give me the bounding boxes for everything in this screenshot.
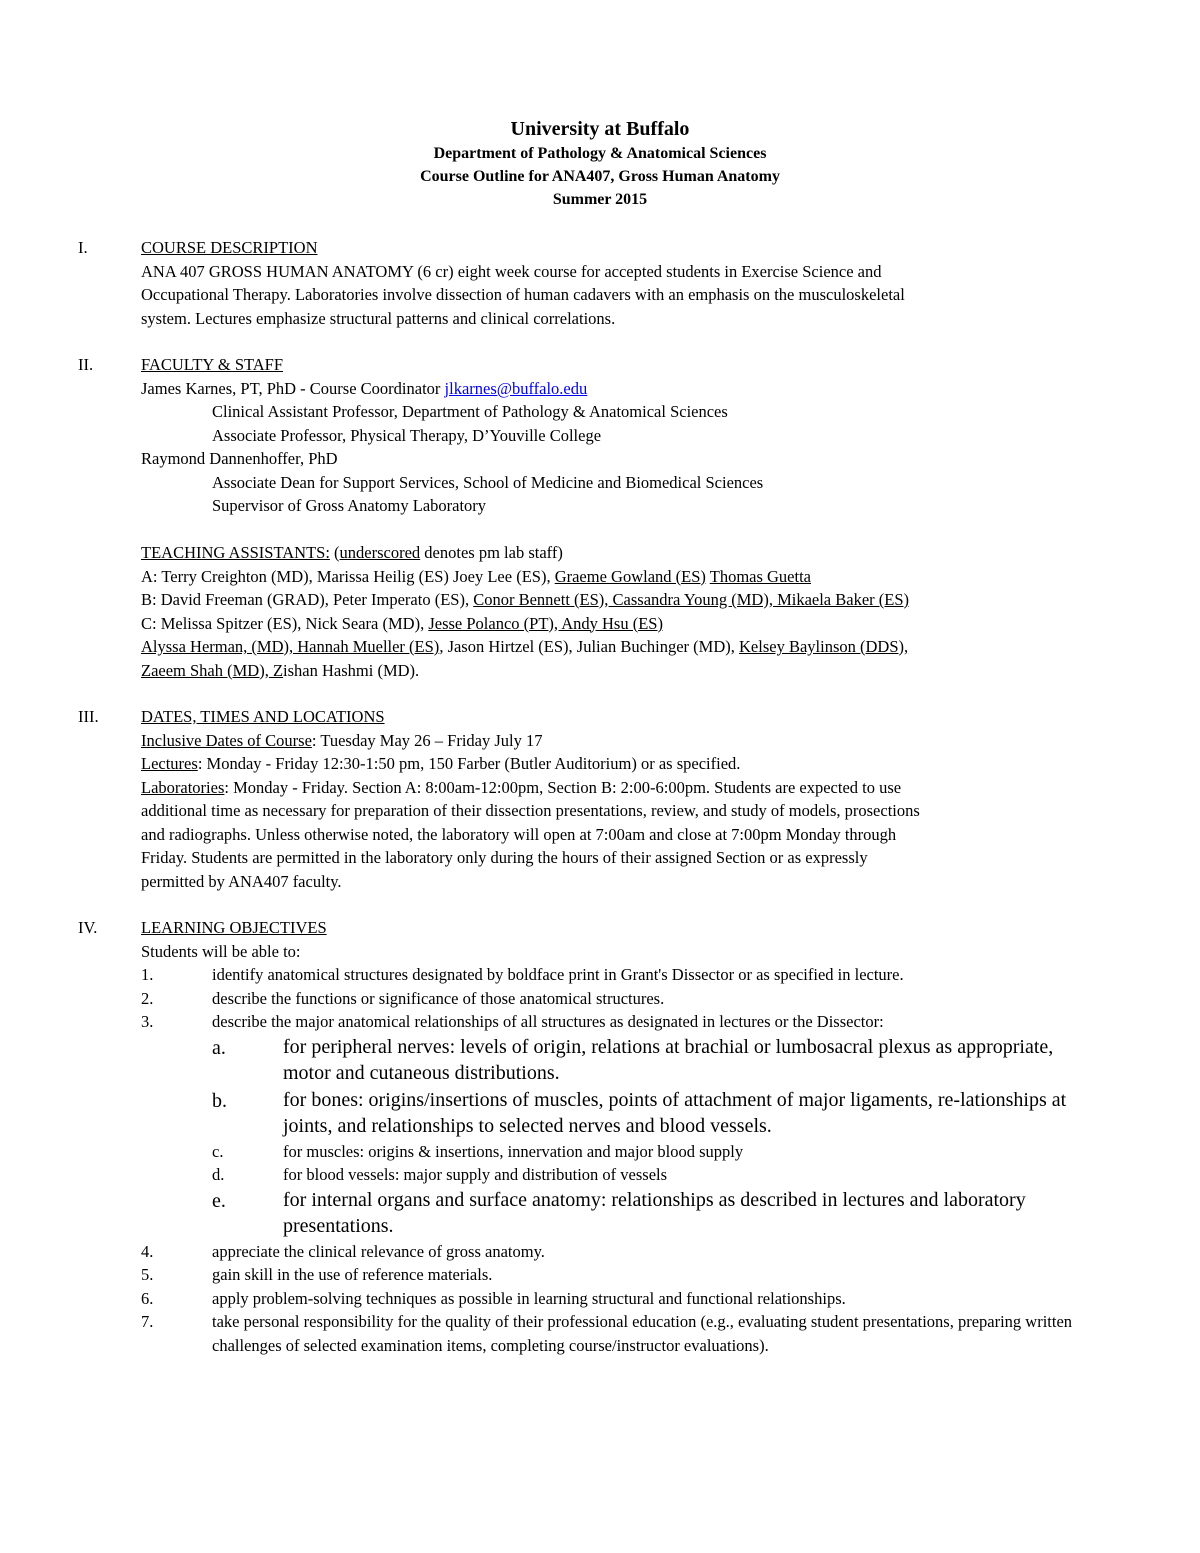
labs-line: Laboratories: Monday - Friday. Section A: 8:00am-12:00pm, Section B: 2:00-6:00pm. Students are expected to use — [141, 777, 902, 797]
faculty-dannenhoffer: Raymond Dannenhoffer, PhD — [141, 449, 338, 468]
ta-list-line: Zaeem Shah (MD), Zishan Hashmi (MD). — [141, 660, 420, 680]
section-heading: COURSE DESCRIPTION — [141, 238, 318, 257]
section-heading: LEARNING OBJECTIVES — [141, 918, 327, 937]
description-line: Occupational Therapy. Laboratories involve dissection of human cadavers with an emphasis on the musculoskeletal — [141, 285, 905, 304]
labs-line: permitted by ANA407 faculty. — [141, 871, 342, 891]
document-header — [0, 116, 1200, 211]
course-outline-title: Course Outline for ANA407, Gross Human Anatomy — [420, 168, 780, 185]
objective-item: 4. appreciate the clinical relevance of gross anatomy. — [141, 1241, 545, 1261]
objective-item: 2. describe the functions or significance of those anatomical structures. — [141, 988, 665, 1008]
labs-line: additional time as necessary for preparation of their dissection presentations, review, and study of models, prosections — [141, 801, 920, 820]
department-title: Department of Pathology & Anatomical Sciences — [433, 145, 767, 162]
section-heading: FACULTY & STAFF — [141, 355, 284, 374]
dates-line: Inclusive Dates of Course: Tuesday May 26 – Friday July 17 — [141, 730, 543, 750]
faculty-role: Associate Professor, Physical Therapy, D’Youville College — [212, 425, 602, 445]
objective-item: 1. identify anatomical structures designated by boldface print in Grant's Dissector or as specified in lecture. — [141, 965, 904, 984]
section-number: IV. — [78, 918, 98, 937]
section-heading: DATES, TIMES AND LOCATIONS — [141, 707, 385, 726]
ta-section-a: A: Terry Creighton (MD), Marissa Heilig (ES) Joey Lee (ES), Graeme Gowland (ES) Thomas Guetta — [141, 566, 811, 586]
university-title: University at Buffalo — [510, 118, 690, 140]
faculty-role: Associate Dean for Support Services, School of Medicine and Biomedical Sciences — [212, 472, 764, 492]
description-line: system. Lectures emphasize structural patterns and clinical correlations. — [141, 308, 616, 328]
ta-section-c: C: Melissa Spitzer (ES), Nick Seara (MD), Jesse Polanco (PT), Andy Hsu (ES) — [141, 613, 663, 633]
objectives-intro: Students will be able to: — [141, 941, 301, 961]
objective-item: 3. describe the major anatomical relationships of all structures as designated in lectures or the Dissector: — [141, 1012, 884, 1031]
objective-item: 6. apply problem-solving techniques as possible in learning structural and functional relationships. — [141, 1288, 846, 1308]
labs-line: Friday. Students are permitted in the laboratory only during the hours of their assigned Section or as expressly — [141, 848, 868, 867]
faculty-role: Clinical Assistant Professor, Department of Pathology & Anatomical Sciences — [212, 402, 728, 421]
objective-subitem: e. for internal organs and surface anatomy: relationships as described in lectures and laboratory presentations. — [212, 1188, 1026, 1237]
objective-item: 5. gain skill in the use of reference materials. — [141, 1265, 493, 1284]
section-number: III. — [78, 707, 99, 726]
section-number: II. — [78, 355, 94, 374]
labs-line: and radiographs. Unless otherwise noted, the laboratory will open at 7:00am and close at 7:00pm Monday through — [141, 824, 897, 844]
term-title: Summer 2015 — [552, 191, 648, 208]
objective-subitem: d. for blood vessels: major supply and distribution of vessels — [212, 1165, 668, 1184]
ta-section-b: B: David Freeman (GRAD), Peter Imperato (ES), Conor Bennett (ES), Cassandra Young (MD), Mikaela Baker (ES) — [141, 590, 910, 609]
lectures-line: Lectures: Monday - Friday 12:30-1:50 pm, 150 Farber (Butler Auditorium) or as specified. — [141, 754, 741, 773]
objective-subitem: b. for bones: origins/insertions of muscles, points of attachment of major ligaments, re-lationships at joints, and relationships to selected nerves and blood vessels. — [212, 1088, 1067, 1137]
faculty-karnes: James Karnes, PT, PhD - Course Coordinator jlkarnes@buffalo.edu — [141, 378, 588, 398]
email-link[interactable]: jlkarnes@buffalo.edu — [444, 378, 588, 398]
objective-subitem: a. for peripheral nerves: levels of origin, relations at brachial or lumbosacral plexus as appropriate, motor and cutaneous distributions. — [212, 1035, 1054, 1084]
description-line: ANA 407 GROSS HUMAN ANATOMY (6 cr) eight week course for accepted students in Exercise Science and — [141, 261, 882, 281]
faculty-role: Supervisor of Gross Anatomy Laboratory — [212, 496, 487, 515]
section-number: I. — [78, 238, 88, 257]
ta-heading-line: TEACHING ASSISTANTS: (underscored denotes pm lab staff) — [141, 543, 563, 562]
ta-list-line: Alyssa Herman, (MD), Hannah Mueller (ES), Jason Hirtzel (ES), Julian Buchinger (MD), Kelsey Baylinson (DDS), — [141, 637, 909, 656]
objective-item: 7. take personal responsibility for the quality of their professional education (e.g., evaluating student presentations, preparing written challenges of selected examination items, completing course/instructor evaluations). — [141, 1312, 1073, 1355]
objective-subitem: c. for muscles: origins & insertions, innervation and major blood supply — [212, 1141, 744, 1161]
